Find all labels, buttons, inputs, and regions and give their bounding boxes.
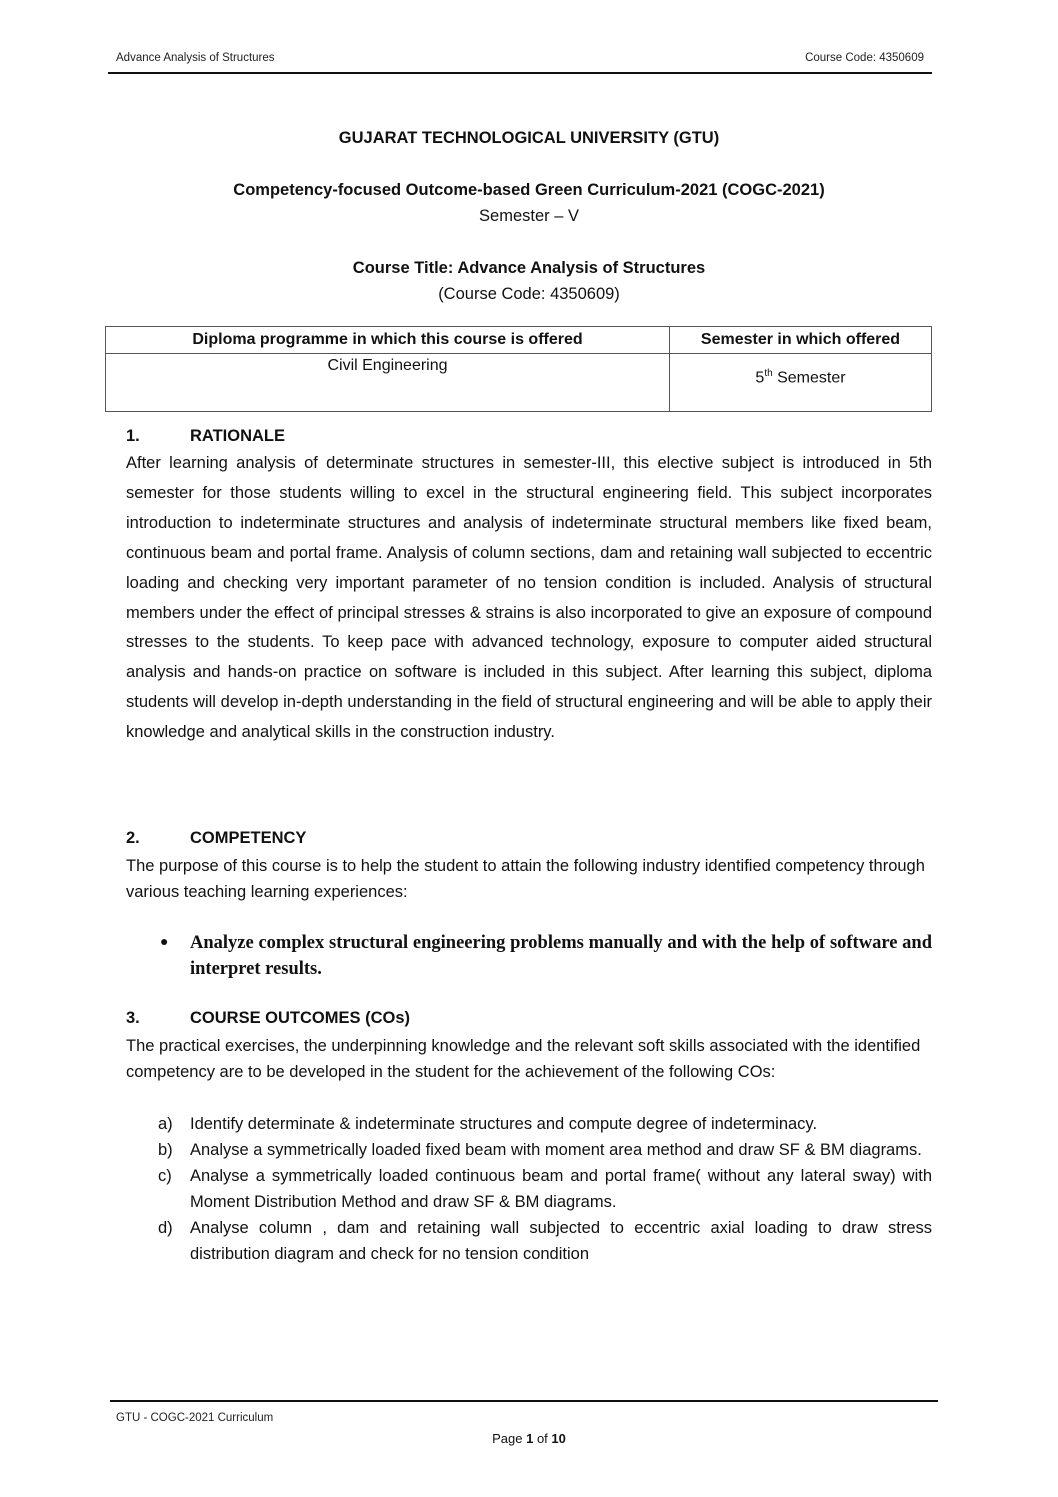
list-item-text: Analyse a symmetrically loaded fixed beam with moment area method and draw SF & BM diagrams. [190, 1141, 922, 1159]
competency-text: Analyze complex structural engineering problems manually and with the help of software and interpret results. [190, 933, 932, 979]
list-item-label: b) [158, 1141, 173, 1159]
list-item-label: d) [158, 1219, 173, 1237]
bullet-icon: ● [160, 935, 169, 950]
page-of: of [533, 1431, 552, 1446]
running-header-course-code: Course Code: 4350609 [805, 52, 924, 64]
section-title: RATIONALE [190, 427, 286, 445]
footer-divider [110, 1400, 938, 1402]
section-number: 3. [126, 1009, 140, 1027]
list-item-text: Analyse column , dam and retaining wall subjected to eccentric axial loading to draw stress distribution diagram and check for no tension condition [190, 1219, 932, 1263]
page-number [0, 1431, 1058, 1446]
list-item [150, 1215, 932, 1267]
competency-statement [160, 930, 932, 984]
list-item-label: c) [158, 1167, 172, 1185]
column-header-programme: Diploma programme in which this course is offered [106, 327, 670, 354]
semester-word: Semester [772, 369, 846, 387]
course-outcomes-list [150, 1111, 932, 1267]
section-title: COMPETENCY [190, 829, 307, 847]
list-item [150, 1111, 932, 1137]
semester-ordinal-suffix: th [764, 368, 773, 379]
semester-number: 5 [755, 369, 765, 387]
cell-semester [670, 354, 932, 412]
list-item [150, 1163, 932, 1215]
semester-label: Semester – V [479, 207, 579, 225]
page-current: 1 [526, 1431, 534, 1446]
page-prefix: Page [492, 1431, 527, 1446]
header-divider [108, 72, 932, 74]
section-number: 1. [126, 427, 140, 445]
column-header-semester: Semester in which offered [670, 327, 932, 354]
list-item-text: Analyse a symmetrically loaded continuous beam and portal frame( without any lateral sway) with Moment Distribution Method and draw SF & BM diagrams. [190, 1167, 932, 1211]
university-title: GUJARAT TECHNOLOGICAL UNIVERSITY (GTU) [338, 129, 720, 147]
course-title: Course Title: Advance Analysis of Structures [352, 259, 706, 277]
curriculum-title: Competency-focused Outcome-based Green Curriculum-2021 (COGC-2021) [233, 181, 825, 199]
course-code: (Course Code: 4350609) [438, 285, 620, 303]
section-heading-course-outcomes [126, 1009, 410, 1028]
section-heading-rationale [126, 427, 285, 446]
footer-curriculum-label: GTU - COGC-2021 Curriculum [116, 1412, 274, 1424]
competency-paragraph: The purpose of this course is to help the student to attain the following industry identified competency through various teaching learning experiences: [126, 857, 925, 901]
rationale-paragraph: After learning analysis of determinate structures in semester-III, this elective subject is introduced in 5th semester for those students willing to excel in the structural engineering field. This subject incorporates introduction to indeterminate structures and analysis of indeterminate structural members like fixed beam, continuous beam and portal frame. Analysis of column sections, dam and retaining wall subjected to eccentric loading and checking very important parameter of no tension condition is included. Analysis of structural members under the effect of principal stresses & strains is also incorporated to give an exposure of compound stresses to the students. To keep pace with advanced technology, exposure to computer aided structural analysis and hands-on practice on software is included in this subject. After learning this subject, diploma students will develop in-depth understanding in the field of structural engineering and will be able to apply their knowledge and analytical skills in the construction industry. [126, 454, 932, 742]
table-row [106, 354, 932, 412]
offering-table [105, 326, 932, 412]
table-header-row [106, 327, 932, 354]
section-title: COURSE OUTCOMES (COs) [190, 1009, 411, 1027]
section-number: 2. [126, 829, 140, 847]
list-item-text: Identify determinate & indeterminate structures and compute degree of indeterminacy. [190, 1115, 818, 1133]
course-outcomes-paragraph: The practical exercises, the underpinning knowledge and the relevant soft skills associated with the identified competency are to be developed in the student for the achievement of the following COs: [126, 1037, 921, 1081]
running-header-title: Advance Analysis of Structures [116, 52, 275, 64]
list-item-label: a) [158, 1115, 173, 1133]
section-heading-competency [126, 829, 306, 848]
list-item [150, 1137, 932, 1163]
cell-programme: Civil Engineering [106, 354, 670, 412]
page-total: 10 [551, 1431, 566, 1446]
